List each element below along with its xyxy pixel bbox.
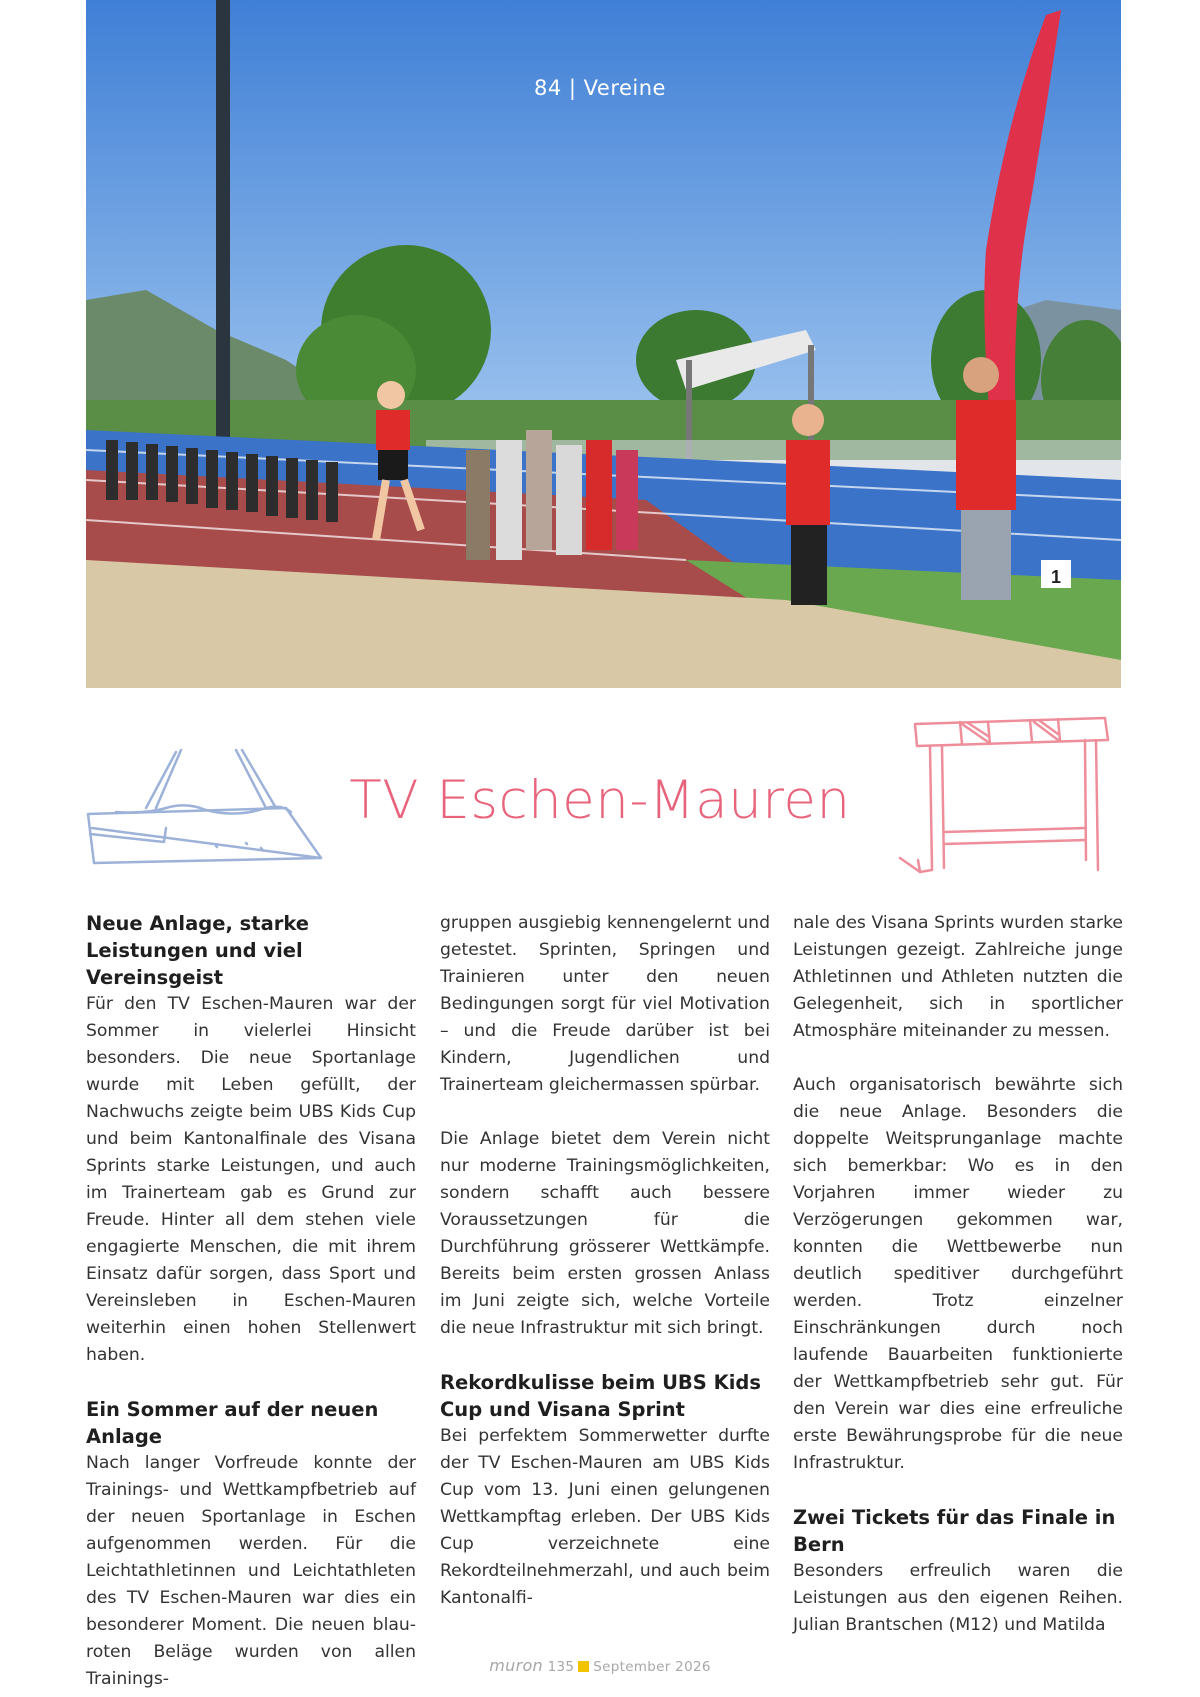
footer-square-icon (578, 1661, 589, 1672)
paragraph-gap (440, 1342, 770, 1369)
paragraph: Auch organisatorisch bewährte sich die neue Anlage. Besonders die doppelte Weitsprunganlage machte sich bemerkbar: Wo es in den Vorjahren immer wieder zu Verzögerungen gekommen war, konnten die Wettbewerbe nun deutlich speditiver durchgeführt werden. Trotz einzelner Einschränkungen durch noch laufende Bauarbeiten funktionierte der Wettkampfbetrieb sehr gut. Für den Verein war dies eine erfreuliche erste Bewährungsprobe für die neue Infrastruktur. (793, 1075, 1123, 1473)
text-column-2 (440, 910, 770, 1612)
paragraph: nale des Visana Sprints wurden starke Leistungen gezeigt. Zahlreiche junge Athletinnen und Athleten nutzten die Gelegenheit, sich in sportlicher Atmosphäre miteinander zu messen. (793, 913, 1123, 1041)
paragraph: Für den TV Eschen-Mauren war der Sommer in vielerlei Hinsicht besonders. Die neue Sportanlage wurde mit Leben gefüllt, der Nachwuchs zeigte beim UBS Kids Cup und beim Kantonalfinale des Visana Sprints starke Leistungen, und auch im Trainerteam gab es Grund zur Freude. Hinter all dem stehen viele engagierte Menschen, die mit ihrem Einsatz dafür sorgen, dass Sport und Vereinsleben in Eschen-Mauren weiterhin einen hohen Stellenwert haben. (86, 994, 416, 1365)
footer-issue: 135 (547, 1659, 575, 1675)
footer-date: September 2026 (593, 1659, 711, 1675)
text-column-3 (793, 910, 1123, 1639)
paragraph-gap (440, 1099, 770, 1126)
paragraph: Nach langer Vorfreude konnte der Trainings- und Wettkampfbetrieb auf der neuen Sportanlage in Eschen aufgenommen werden. Für die Leichtathletinnen und Leichtathleten des TV Eschen-Mauren war dies ein besonderer Moment. Die neuen blau-roten Beläge wurden von allen Trainings- (86, 1453, 416, 1689)
section-heading: Neue Anlage, starke Leistungen und viel Vereinsgeist (86, 912, 310, 989)
footer-brand: muron (489, 1656, 543, 1675)
text-column-1 (86, 910, 416, 1693)
article-title: TV Eschen-Mauren (349, 770, 851, 831)
section-heading: Rekordkulisse beim UBS Kids Cup und Visana Sprint (440, 1371, 761, 1421)
page-label: 84 | Vereine (534, 76, 666, 100)
section-heading: Ein Sommer auf der neuen Anlage (86, 1398, 379, 1448)
paragraph: Die Anlage bietet dem Verein nicht nur moderne Trainingsmöglichkeiten, sondern schafft auch bessere Voraussetzungen für die Durchführung grösserer Wettkämpfe. Bereits beim ersten grossen Anlass im Juni zeigte sich, welche Vorteile die neue Infrastruktur mit sich bringt. (440, 1129, 770, 1338)
paragraph-gap (86, 1369, 416, 1396)
section-heading: Zwei Tickets für das Finale in Bern (793, 1506, 1116, 1556)
bib-number: 1 (1050, 567, 1062, 587)
paragraph: gruppen ausgiebig kennengelernt und getestet. Sprinten, Springen und Trainieren unter den neuen Bedingungen sorgt für viel Motivation – und die Freude darüber ist bei Kindern, Jugendlichen und Trainerteam gleichermassen spürbar. (440, 913, 770, 1095)
hero-photo (86, 0, 1121, 688)
paragraph-gap (793, 1477, 1123, 1504)
paragraph-gap (793, 1045, 1123, 1072)
paragraph: Besonders erfreulich waren die Leistungen aus den eigenen Reihen. Julian Brantschen (M12) und Matilda (793, 1561, 1123, 1635)
page-footer (0, 1656, 1200, 1675)
paragraph: Bei perfektem Sommerwetter durfte der TV Eschen-Mauren am UBS Kids Cup vom 13. Juni einen gelungenen Wettkampftag erleben. Der UBS Kids Cup verzeichnete eine Rekordteilnehmerzahl, und auch beim Kantonalfi- (440, 1426, 770, 1608)
